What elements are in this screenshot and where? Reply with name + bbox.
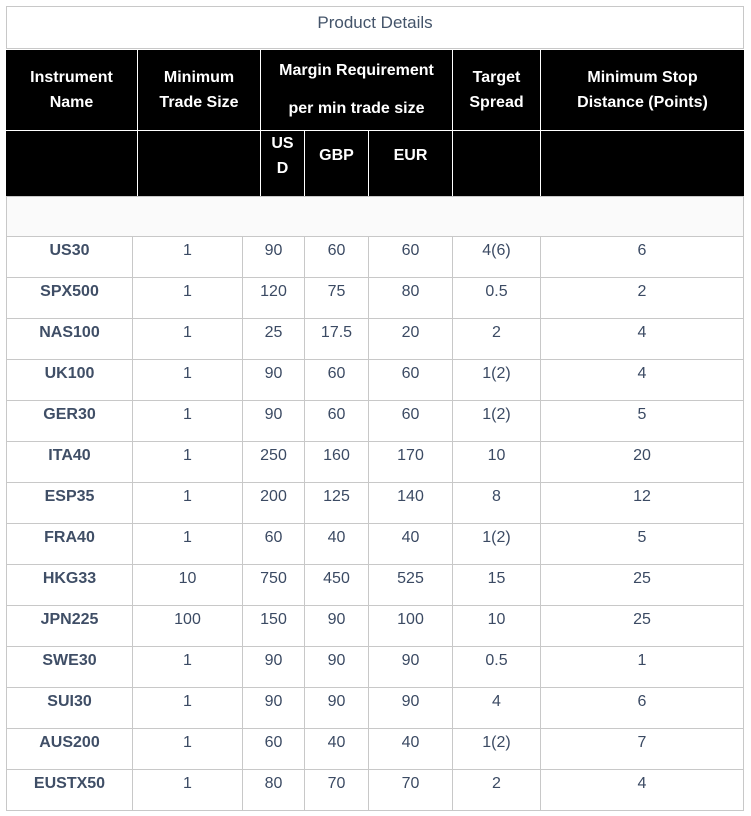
- cell-name: SUI30: [7, 688, 133, 728]
- cell-eur: 60: [369, 360, 453, 400]
- cell-min: 1: [133, 729, 243, 769]
- cell-gbp: 90: [305, 688, 369, 728]
- header-target-spread: Target Spread: [453, 50, 541, 130]
- cell-name: ESP35: [7, 483, 133, 523]
- table-row: [6, 319, 744, 360]
- cell-spread: 0.5: [453, 647, 541, 687]
- header-minimum-stop-distance: Minimum Stop Distance (Points): [577, 69, 708, 111]
- header-sub-empty-1: [6, 131, 138, 196]
- table-row: [6, 401, 744, 442]
- cell-usd: 90: [243, 688, 305, 728]
- cell-eur: 100: [369, 606, 453, 646]
- cell-gbp: 70: [305, 770, 369, 810]
- table-row: [6, 278, 744, 319]
- cell-name: SWE30: [7, 647, 133, 687]
- table-row: [6, 524, 744, 565]
- cell-gbp: 90: [305, 606, 369, 646]
- cell-min: 1: [133, 524, 243, 564]
- cell-min: 10: [133, 565, 243, 605]
- cell-min: 1: [133, 442, 243, 482]
- cell-spread: 4(6): [453, 237, 541, 277]
- cell-stop: 5: [541, 524, 744, 564]
- table-row: [6, 688, 744, 729]
- cell-spread: 2: [453, 319, 541, 359]
- cell-min: 1: [133, 770, 243, 810]
- cell-eur: 90: [369, 647, 453, 687]
- cell-stop: 4: [541, 770, 744, 810]
- cell-usd: 25: [243, 319, 305, 359]
- cell-usd: 90: [243, 360, 305, 400]
- cell-usd: 120: [243, 278, 305, 318]
- cell-stop: 6: [541, 688, 744, 728]
- table-header: [6, 50, 744, 196]
- cell-name: ITA40: [7, 442, 133, 482]
- table-row: [6, 770, 744, 811]
- cell-spread: 1(2): [453, 401, 541, 441]
- cell-min: 1: [133, 360, 243, 400]
- table-row: [6, 565, 744, 606]
- cell-gbp: 40: [305, 729, 369, 769]
- cell-name: SPX500: [7, 278, 133, 318]
- cell-eur: 70: [369, 770, 453, 810]
- cell-spread: 1(2): [453, 524, 541, 564]
- cell-usd: 250: [243, 442, 305, 482]
- table-row: [6, 729, 744, 770]
- cell-name: JPN225: [7, 606, 133, 646]
- cell-name: UK100: [7, 360, 133, 400]
- cell-eur: 60: [369, 401, 453, 441]
- cell-stop: 7: [541, 729, 744, 769]
- cell-name: FRA40: [7, 524, 133, 564]
- cell-name: EUSTX50: [7, 770, 133, 810]
- cell-name: HKG33: [7, 565, 133, 605]
- header-minimum-trade-size: Minimum Trade Size: [138, 50, 261, 130]
- table-row: [6, 647, 744, 688]
- cell-gbp: 160: [305, 442, 369, 482]
- cell-gbp: 60: [305, 237, 369, 277]
- cell-eur: 40: [369, 524, 453, 564]
- cell-gbp: 40: [305, 524, 369, 564]
- cell-usd: 80: [243, 770, 305, 810]
- header-gbp: GBP: [305, 131, 369, 196]
- table-title: Product Details: [6, 6, 744, 49]
- cell-eur: 140: [369, 483, 453, 523]
- cell-usd: 90: [243, 237, 305, 277]
- cell-usd: 150: [243, 606, 305, 646]
- cell-min: 1: [133, 278, 243, 318]
- table-body: [6, 237, 744, 811]
- header-eur: EUR: [369, 131, 453, 196]
- header-sub-empty-2: [138, 131, 261, 196]
- cell-stop: 4: [541, 319, 744, 359]
- table-row: [6, 442, 744, 483]
- cell-gbp: 450: [305, 565, 369, 605]
- cell-min: 1: [133, 237, 243, 277]
- cell-stop: 20: [541, 442, 744, 482]
- cell-spread: 10: [453, 442, 541, 482]
- cell-gbp: 90: [305, 647, 369, 687]
- cell-name: AUS200: [7, 729, 133, 769]
- cell-min: 1: [133, 647, 243, 687]
- cell-usd: 60: [243, 729, 305, 769]
- cell-usd: 90: [243, 647, 305, 687]
- cell-eur: 40: [369, 729, 453, 769]
- cell-eur: 170: [369, 442, 453, 482]
- cell-stop: 2: [541, 278, 744, 318]
- cell-spread: 10: [453, 606, 541, 646]
- table-row: [6, 237, 744, 278]
- cell-spread: 1(2): [453, 729, 541, 769]
- cell-eur: 20: [369, 319, 453, 359]
- header-usd: US D: [261, 131, 305, 196]
- cell-stop: 1: [541, 647, 744, 687]
- cell-spread: 2: [453, 770, 541, 810]
- cell-gbp: 60: [305, 401, 369, 441]
- cell-usd: 750: [243, 565, 305, 605]
- cell-eur: 80: [369, 278, 453, 318]
- cell-spread: 8: [453, 483, 541, 523]
- cell-gbp: 125: [305, 483, 369, 523]
- cell-spread: 4: [453, 688, 541, 728]
- cell-min: 100: [133, 606, 243, 646]
- cell-stop: 4: [541, 360, 744, 400]
- header-sub-empty-3: [453, 131, 541, 196]
- cell-eur: 60: [369, 237, 453, 277]
- cell-name: GER30: [7, 401, 133, 441]
- table-row: [6, 360, 744, 401]
- cell-spread: 15: [453, 565, 541, 605]
- table-row: [6, 606, 744, 647]
- cell-min: 1: [133, 401, 243, 441]
- cell-spread: 0.5: [453, 278, 541, 318]
- cell-min: 1: [133, 483, 243, 523]
- cell-eur: 90: [369, 688, 453, 728]
- cell-usd: 200: [243, 483, 305, 523]
- cell-stop: 5: [541, 401, 744, 441]
- cell-stop: 25: [541, 565, 744, 605]
- cell-eur: 525: [369, 565, 453, 605]
- cell-stop: 25: [541, 606, 744, 646]
- empty-row: [6, 196, 744, 237]
- cell-stop: 12: [541, 483, 744, 523]
- cell-usd: 60: [243, 524, 305, 564]
- header-instrument-name: Instrument Name: [6, 50, 138, 130]
- cell-stop: 6: [541, 237, 744, 277]
- cell-gbp: 60: [305, 360, 369, 400]
- cell-gbp: 17.5: [305, 319, 369, 359]
- cell-name: NAS100: [7, 319, 133, 359]
- table-row: [6, 483, 744, 524]
- cell-name: US30: [7, 237, 133, 277]
- header-margin-requirement: Margin Requirement per min trade size: [261, 50, 453, 130]
- cell-min: 1: [133, 688, 243, 728]
- cell-spread: 1(2): [453, 360, 541, 400]
- cell-usd: 90: [243, 401, 305, 441]
- cell-min: 1: [133, 319, 243, 359]
- cell-gbp: 75: [305, 278, 369, 318]
- header-sub-empty-4: [541, 131, 744, 196]
